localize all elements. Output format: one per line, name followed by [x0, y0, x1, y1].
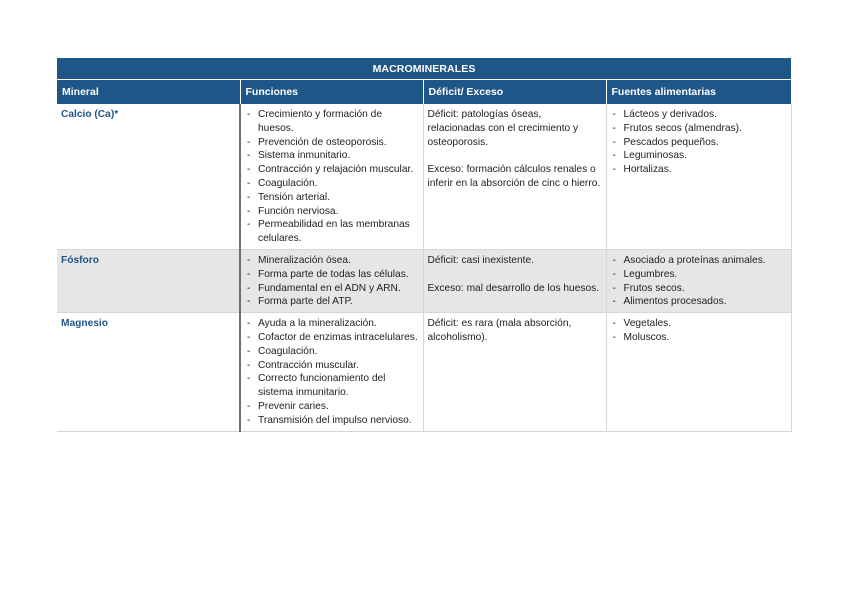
- deficit-exceso-cell: [423, 313, 606, 431]
- funciones-cell: [240, 313, 423, 431]
- list-item: - Ayuda a la mineralización.: [245, 317, 419, 331]
- list-item: - Mineralización ósea.: [245, 254, 419, 268]
- exceso-text: Exceso: formación cálculos renales o inferir en la absorción de cinc o hierro.: [427, 164, 601, 189]
- list-item: - Contracción y relajación muscular.: [245, 163, 419, 177]
- header-mineral: Mineral: [57, 80, 240, 105]
- list-item: - Correcto funcionamiento del sistema inmunitario.: [245, 372, 419, 400]
- mineral-cell: Calcio (Ca)*: [57, 104, 240, 249]
- deficit-text: Déficit: es rara (mala absorción, alcoholismo).: [427, 318, 572, 343]
- list-item: - Frutos secos.: [611, 282, 787, 296]
- deficit-exceso-cell: [423, 249, 606, 312]
- table-row: [57, 104, 791, 249]
- header-fuentes: Fuentes alimentarias: [606, 80, 791, 105]
- list-item: - Asociado a proteínas animales.: [611, 254, 787, 268]
- funciones-list: [245, 108, 419, 246]
- list-item: - Leguminosas.: [611, 149, 787, 163]
- list-item: - Cofactor de enzimas intracelulares.: [245, 331, 419, 345]
- fuentes-list: [611, 108, 787, 177]
- list-item: - Lácteos y derivados.: [611, 108, 787, 122]
- header-funciones: Funciones: [240, 80, 423, 105]
- list-item: - Frutos secos (almendras).: [611, 122, 787, 136]
- macrominerales-table: [57, 58, 792, 432]
- funciones-list: [245, 317, 419, 427]
- header-deficit-exceso: Déficit/ Exceso: [423, 80, 606, 105]
- list-item: - Coagulación.: [245, 345, 419, 359]
- mineral-cell: Magnesio: [57, 313, 240, 431]
- list-item: - Hortalizas.: [611, 163, 787, 177]
- fuentes-cell: [606, 249, 791, 312]
- deficit-text: Déficit: casi inexistente.: [427, 254, 534, 266]
- mineral-cell: Fósforo: [57, 249, 240, 312]
- list-item: - Pescados pequeños.: [611, 136, 787, 150]
- list-item: - Sistema inmunitario.: [245, 149, 419, 163]
- exceso-text: Exceso: mal desarrollo de los huesos.: [427, 282, 600, 294]
- fuentes-list: [611, 254, 787, 309]
- list-item: - Alimentos procesados.: [611, 295, 787, 309]
- deficit-exceso-cell: [423, 104, 606, 249]
- fuentes-cell: [606, 104, 791, 249]
- list-item: - Coagulación.: [245, 177, 419, 191]
- list-item: - Vegetales.: [611, 317, 787, 331]
- list-item: - Tensión arterial.: [245, 191, 419, 205]
- funciones-list: [245, 254, 419, 309]
- list-item: - Forma parte del ATP.: [245, 295, 419, 309]
- list-item: - Legumbres.: [611, 268, 787, 282]
- list-item: - Contracción muscular.: [245, 359, 419, 373]
- fuentes-cell: [606, 313, 791, 431]
- list-item: - Forma parte de todas las células.: [245, 268, 419, 282]
- table-row: [57, 313, 791, 431]
- header-row: [57, 80, 791, 105]
- list-item: - Fundamental en el ADN y ARN.: [245, 282, 419, 296]
- list-item: - Prevenir caries.: [245, 400, 419, 414]
- funciones-cell: [240, 104, 423, 249]
- list-item: - Crecimiento y formación de huesos.: [245, 108, 419, 136]
- list-item: - Moluscos.: [611, 331, 787, 345]
- list-item: - Permeabilidad en las membranas celulares.: [245, 218, 419, 246]
- funciones-cell: [240, 249, 423, 312]
- fuentes-list: [611, 317, 787, 345]
- list-item: - Transmisión del impulso nervioso.: [245, 414, 419, 428]
- deficit-text: Déficit: patologías óseas, relacionadas con el crecimiento y osteoporosis.: [427, 109, 579, 148]
- list-item: - Función nerviosa.: [245, 205, 419, 219]
- table-row: [57, 249, 791, 312]
- table-title: MACROMINERALES: [57, 58, 791, 80]
- list-item: - Prevención de osteoporosis.: [245, 136, 419, 150]
